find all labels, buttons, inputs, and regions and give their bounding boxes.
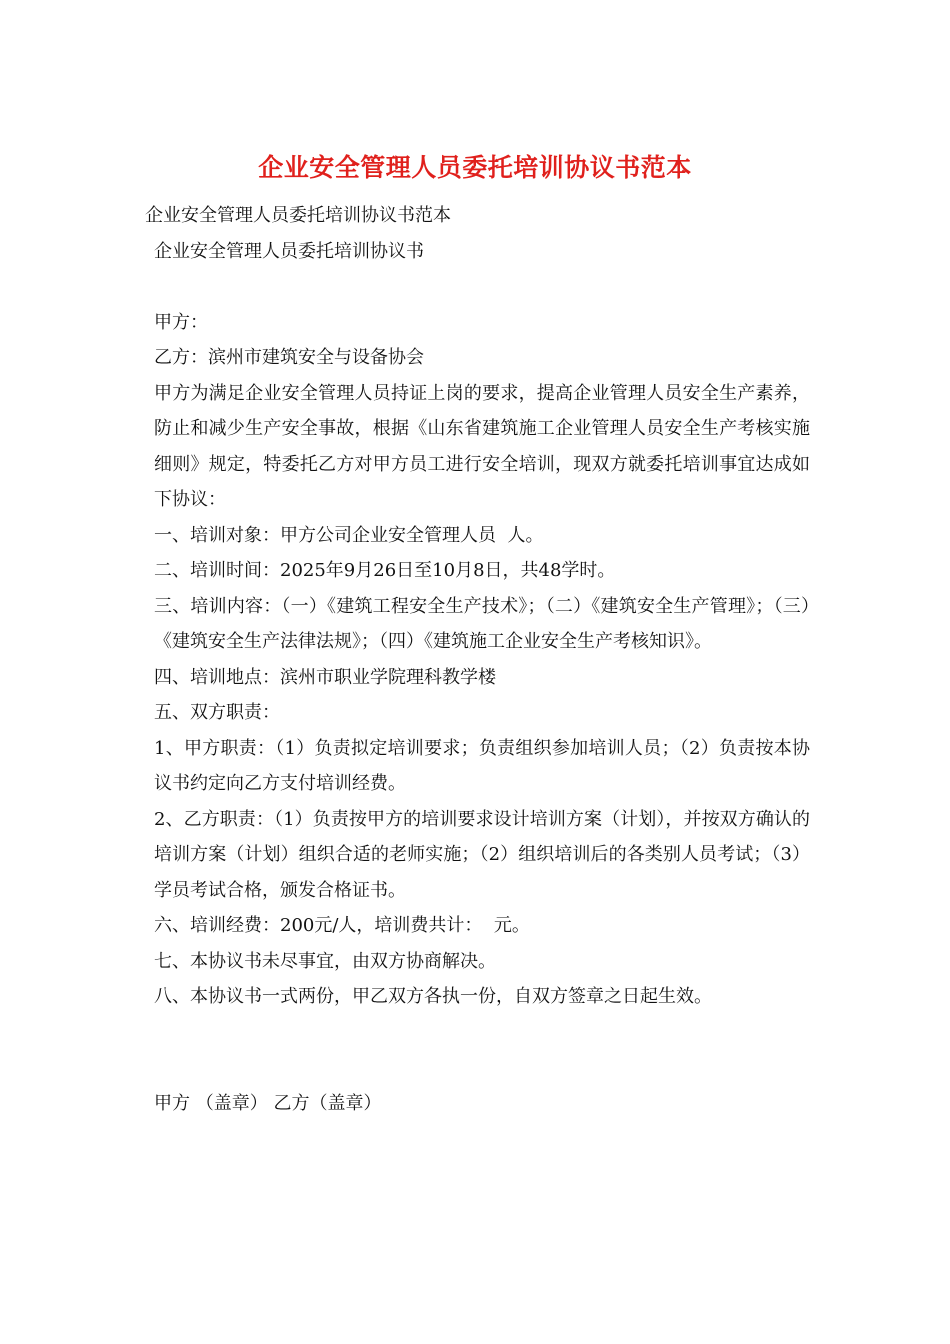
intro-paragraph: 甲方为满足企业安全管理人员持证上岗的要求，提高企业管理人员安全生产素养，防止和减少生产安全事故，根据《山东省建筑施工企业管理人员安全生产考核实施细则》规定，特委托乙方对甲方员工进行安全培训，现双方就委托培训事宜达成如下协议： (154, 382, 810, 510)
subtitle-line-1: 企业安全管理人员委托培训协议书范本 (145, 205, 451, 226)
clause-5-2: 2、乙方职责：（1）负责按甲方的培训要求设计培训方案（计划），并按双方确认的培训方案（计划）组织合适的老师实施；（2）组织培训后的各类别人员考试；（3）学员考试合格，颁发合格证书。 (154, 808, 810, 901)
clause-2: 二、培训时间：2025年9月26日至10月8日，共48学时。 (154, 560, 616, 581)
document-body (145, 198, 810, 1121)
clause-1: 一、培训对象：甲方公司企业安全管理人员 人。 (154, 524, 544, 546)
party-a-line: 甲方： (154, 311, 208, 333)
party-b-line: 乙方：滨州市建筑安全与设备协会 (154, 347, 424, 368)
clause-7: 七、本协议书未尽事宜，由双方协商解决。 (154, 950, 496, 972)
blank-spacer (145, 269, 810, 305)
clause-6: 六、培训经费：200元/人，培训费共计： 元。 (154, 915, 530, 936)
clause-5-1: 1、甲方职责：（1）负责拟定培训要求；负责组织参加培训人员；（2）负责按本协议书约定向乙方支付培训经费。 (154, 737, 810, 794)
clause-8: 八、本协议书一式两份，甲乙双方各执一份，自双方签章之日起生效。 (154, 986, 712, 1007)
clause-5: 五、双方职责： (154, 702, 280, 723)
subtitle-line-2: 企业安全管理人员委托培训协议书 (154, 240, 424, 262)
clause-4: 四、培训地点：滨州市职业学院理科教学楼 (154, 666, 496, 688)
signature-line: 甲方 （盖章） 乙方（盖章） (154, 1092, 382, 1114)
document-title: 企业安全管理人员委托培训协议书范本 (258, 153, 692, 182)
blank-spacer-2 (145, 1015, 810, 1086)
clause-3: 三、培训内容：（一）《建筑工程安全生产技术》；（二）《建筑安全生产管理》；（三）《建筑安全生产法律法规》；（四）《建筑施工企业安全生产考核知识》。 (154, 595, 810, 652)
